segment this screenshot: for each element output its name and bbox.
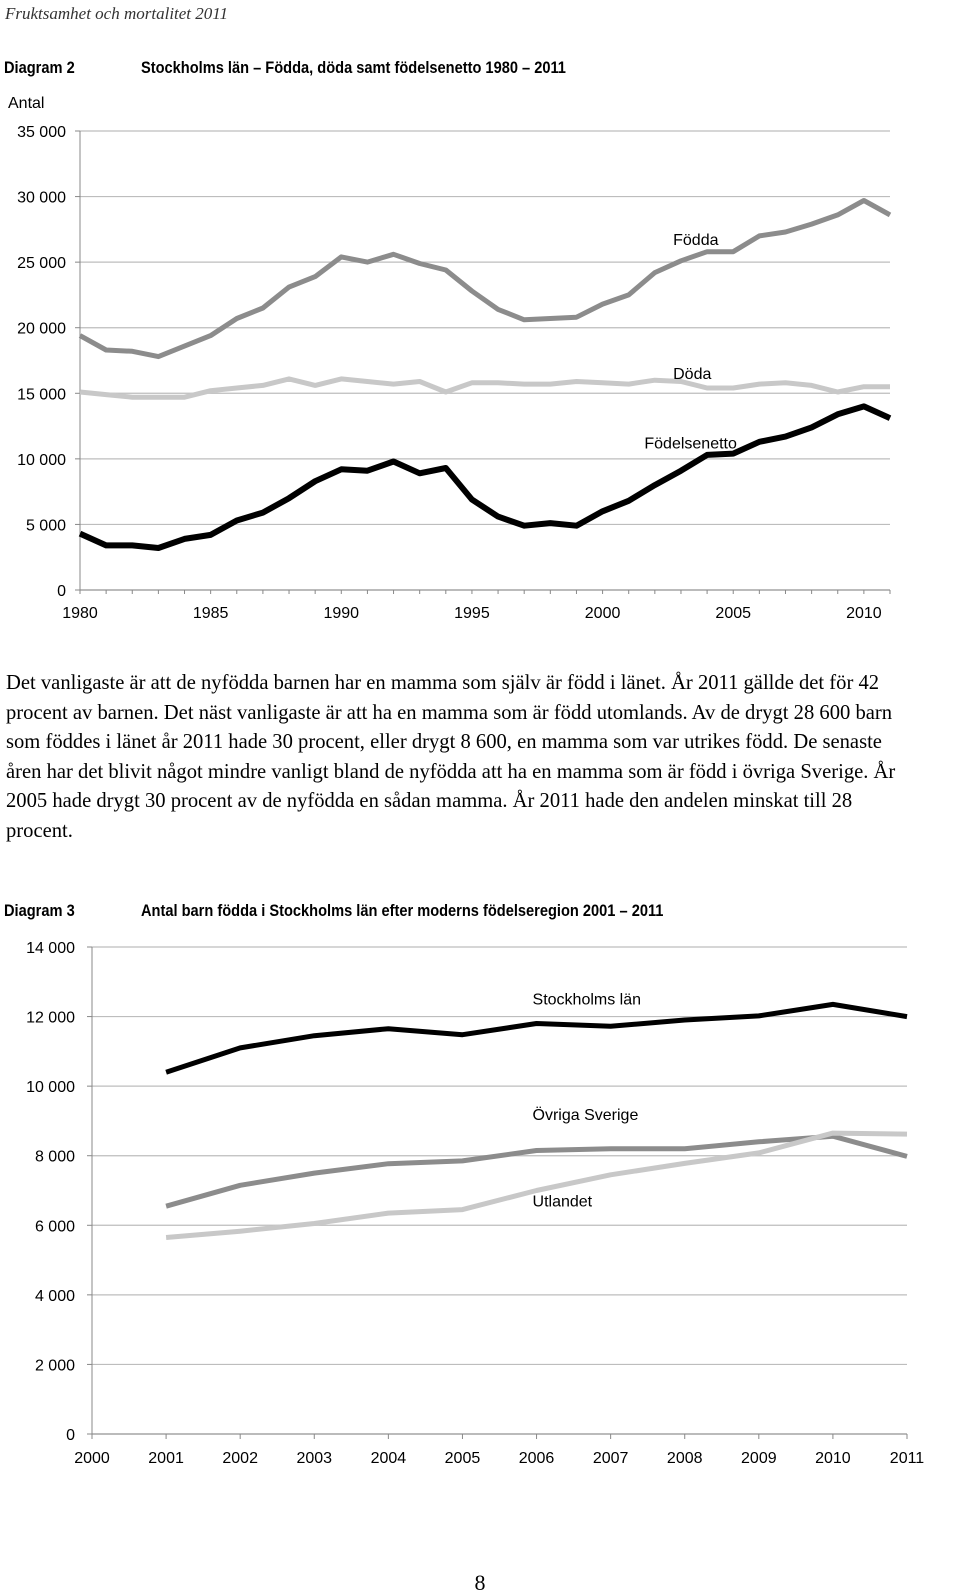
x-tick-label: 2002 — [222, 1450, 258, 1467]
x-tick-label: 2000 — [584, 605, 621, 622]
series-label: Utlandet — [532, 1193, 593, 1211]
x-tick-label: 2011 — [889, 1450, 925, 1467]
page-number: 8 — [474, 1570, 486, 1595]
y-tick-label: 12 000 — [26, 1009, 75, 1027]
y-tick-label: 14 000 — [26, 940, 75, 957]
series-label: Stockholms län — [532, 991, 642, 1009]
x-tick-label: 2003 — [296, 1450, 333, 1467]
running-header: Fruktsamhet och mortalitet 2011 — [5, 4, 229, 23]
y-tick-label: 2 000 — [34, 1357, 75, 1375]
y-tick-label: 8 000 — [34, 1148, 75, 1166]
body-paragraph: Det vanligaste är att de nyfödda barnen har en mamma som själv är född i länet. År 2011 gällde det för 42 procent av barnen. Det näst vanligaste är att ha en mamma som är född utomlands. Av de drygt 28 600 barn som föddes i länet år 2011 hade 30 procent, eller drygt 8 600, en mamma som var utrikes född. De senaste åren har det blivit något mindre vanligt bland de nyfödda att ha en mamma som är född i övriga Sverige. År 2005 hade drygt 30 procent av de nyfödda en sådan mamma. År 2011 hade den andelen minskat till 28 procent. — [6, 672, 896, 842]
y-tick-label: 10 000 — [26, 1079, 75, 1097]
series-label: Döda — [673, 365, 712, 383]
diagram2-title: Stockholms län – Födda, döda samt födelsenetto 1980 – 2011 — [141, 58, 566, 77]
series-label: Födelsenetto — [644, 435, 737, 453]
x-tick-label: 2010 — [815, 1450, 851, 1467]
x-tick-label: 2009 — [741, 1450, 777, 1467]
diagram3-title: Antal barn födda i Stockholms län efter moderns födelseregion 2001 – 2011 — [141, 901, 664, 920]
y-tick-label: 25 000 — [17, 255, 66, 273]
diagram2-y-unit: Antal — [8, 95, 45, 112]
x-tick-label: 2005 — [715, 605, 752, 622]
x-tick-label: 2010 — [846, 605, 882, 622]
series-line — [166, 1004, 907, 1072]
y-tick-label: 5 000 — [25, 517, 66, 535]
series-label: Övriga Sverige — [532, 1106, 639, 1124]
y-tick-label: 6 000 — [34, 1218, 75, 1236]
x-tick-label: 1980 — [62, 605, 98, 622]
y-tick-label: 0 — [66, 1427, 75, 1444]
x-tick-label: 2004 — [370, 1450, 407, 1467]
x-tick-label: 2005 — [444, 1450, 481, 1467]
x-tick-label: 1985 — [192, 605, 229, 622]
series-label: Födda — [673, 232, 719, 250]
diagram2-number: Diagram 2 — [4, 58, 75, 77]
x-tick-label: 2000 — [74, 1450, 110, 1467]
y-tick-label: 20 000 — [17, 320, 66, 338]
y-tick-label: 15 000 — [17, 386, 66, 404]
x-tick-label: 1995 — [454, 605, 490, 622]
diagram3-number: Diagram 3 — [4, 901, 75, 920]
y-tick-label: 10 000 — [17, 451, 66, 469]
x-tick-label: 2008 — [666, 1450, 703, 1467]
y-tick-label: 4 000 — [34, 1287, 75, 1305]
y-tick-label: 30 000 — [17, 189, 66, 207]
x-tick-label: 1990 — [323, 605, 360, 622]
x-tick-label: 2006 — [518, 1450, 555, 1467]
y-tick-label: 0 — [57, 583, 66, 600]
x-tick-label: 2001 — [148, 1450, 184, 1467]
y-tick-label: 35 000 — [17, 124, 66, 141]
x-tick-label: 2007 — [592, 1450, 629, 1467]
